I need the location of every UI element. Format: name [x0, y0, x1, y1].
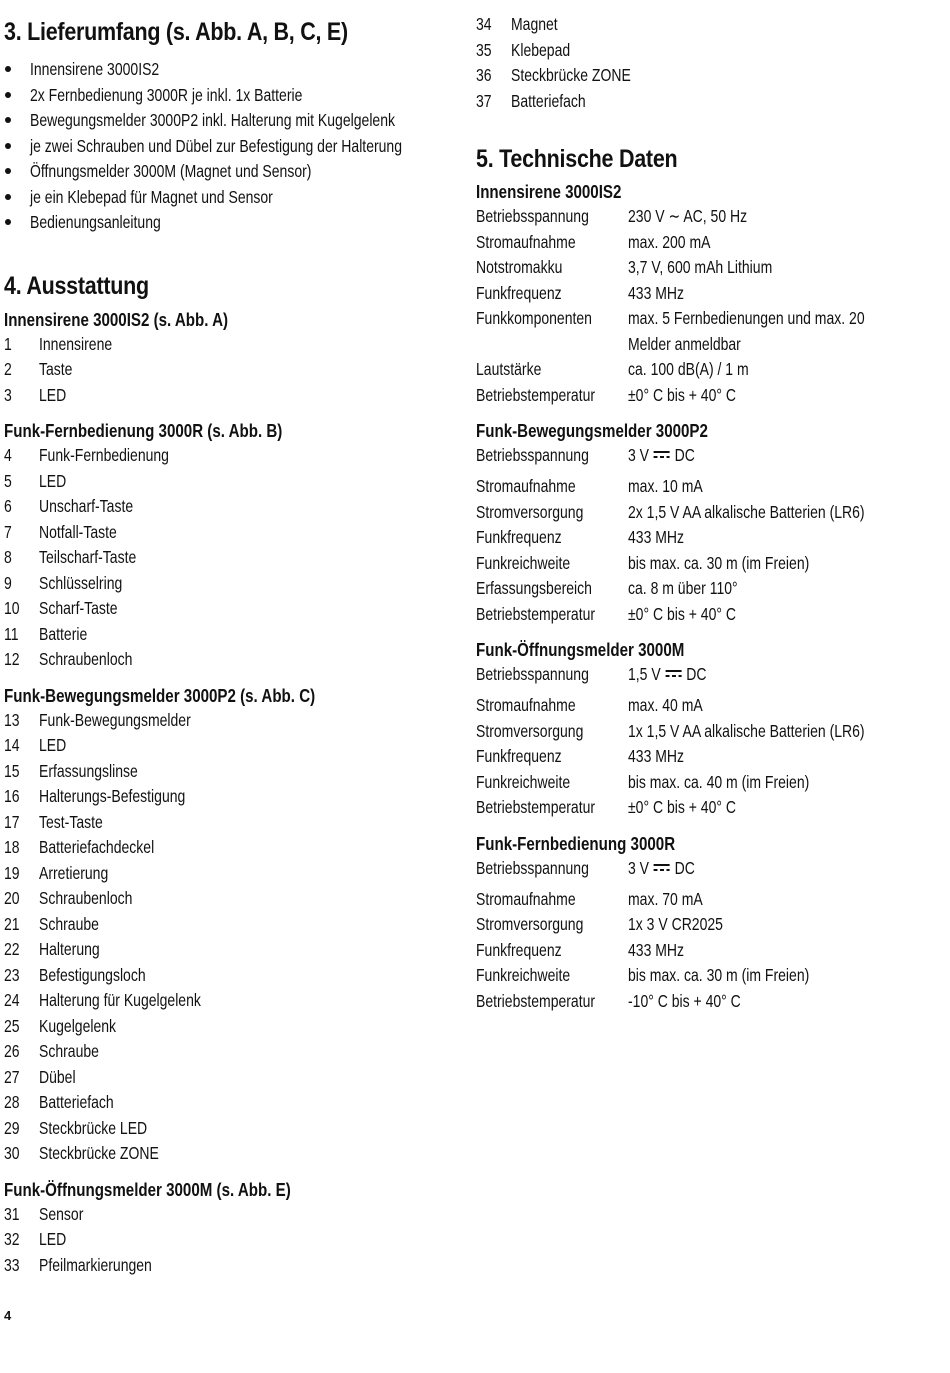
- list-item: [4, 1116, 456, 1142]
- item-label: Batteriefach: [511, 90, 586, 111]
- list-item: [4, 1227, 456, 1253]
- left-column: [4, 0, 456, 1278]
- list-item: [4, 1202, 456, 1228]
- group-heading: Funk-Fernbedienung 3000R (s. Abb. B): [4, 421, 283, 441]
- spec-value: -10° C bis + 40° C: [628, 990, 741, 1011]
- spec-row: [476, 306, 936, 357]
- spec-value: 3 V DC: [628, 857, 695, 878]
- dc-symbol-icon: [654, 450, 670, 459]
- spec-value: 2x 1,5 V AA alkalische Batterien (LR6): [628, 501, 865, 522]
- bullet-icon: [5, 92, 11, 98]
- spec-row: [476, 662, 936, 693]
- item-number: 6: [4, 496, 12, 516]
- spec-row: [476, 602, 936, 628]
- section-4-title: 4. Ausstattung: [4, 271, 149, 300]
- item-number: 16: [4, 786, 20, 806]
- item-number: 25: [4, 1015, 20, 1036]
- spec-row: [476, 525, 936, 551]
- spec-value: max. 200 mA: [628, 231, 711, 252]
- list-item: [4, 443, 456, 469]
- spec-value: 1x 1,5 V AA alkalische Batterien (LR6): [628, 720, 865, 741]
- spec-row: [476, 963, 936, 989]
- item-label: Innensirene: [39, 333, 113, 354]
- item-number: 7: [4, 521, 12, 542]
- bullet-icon: [5, 143, 11, 149]
- item-label: Schraubenloch: [39, 649, 133, 669]
- item-number: 27: [4, 1066, 20, 1087]
- list-item: [4, 622, 456, 648]
- group-heading: Innensirene 3000IS2: [476, 182, 622, 202]
- spec-row: [476, 744, 936, 770]
- list-item: [4, 759, 456, 785]
- spec-row: [476, 912, 936, 938]
- spec-key: Betriebsspannung: [476, 664, 589, 684]
- list-item: [4, 1141, 456, 1167]
- item-label: Schraube: [39, 1041, 99, 1061]
- spec-key: Betriebstemperatur: [476, 797, 596, 817]
- spec-value: bis max. ca. 40 m (im Freien): [628, 771, 810, 792]
- spec-value: ±0° C bis + 40° C: [628, 384, 736, 405]
- bullet-icon: [5, 117, 11, 123]
- list-item: [4, 963, 456, 989]
- item-label: Halterungs-Befestigung: [39, 786, 186, 806]
- item-number: 30: [4, 1143, 20, 1163]
- item-label: LED: [39, 1229, 67, 1249]
- list-item: [4, 835, 456, 861]
- item-number: 9: [4, 572, 12, 593]
- item-number: 1: [4, 333, 12, 354]
- item-label: Teilscharf-Taste: [39, 547, 137, 567]
- item-number: 23: [4, 964, 20, 985]
- list-item: [4, 520, 456, 546]
- item-label: Steckbrücke ZONE: [511, 65, 631, 85]
- item-number: 32: [4, 1229, 20, 1249]
- item-label: LED: [39, 735, 67, 755]
- item-label: Arretierung: [39, 862, 109, 883]
- list-item: [4, 1065, 456, 1091]
- item-label: Pfeilmarkierungen: [39, 1254, 152, 1275]
- group-heading: Funk-Bewegungsmelder 3000P2 (s. Abb. C): [4, 685, 316, 706]
- spec-value: ca. 8 m über 110°: [628, 578, 738, 598]
- item-number: 28: [4, 1092, 20, 1112]
- group-heading: Funk-Bewegungsmelder 3000P2: [476, 421, 708, 441]
- item-number: 11: [4, 623, 19, 644]
- group-heading: Funk-Öffnungsmelder 3000M (s. Abb. E): [4, 1179, 291, 1200]
- spec-key: Stromversorgung: [476, 914, 584, 934]
- spec-key: Funkfrequenz: [476, 746, 562, 766]
- spec-value: max. 40 mA: [628, 695, 703, 715]
- list-item: [4, 1014, 456, 1040]
- item-label: Erfassungslinse: [39, 760, 138, 781]
- item-number: 33: [4, 1254, 20, 1275]
- spec-value: bis max. ca. 30 m (im Freien): [628, 552, 810, 573]
- spec-key: Funkreichweite: [476, 771, 571, 792]
- list-item: [4, 708, 456, 734]
- list-item: [4, 571, 456, 597]
- item-number: 4: [4, 445, 12, 465]
- item-number: 37: [476, 90, 492, 111]
- spec-row: [476, 500, 936, 526]
- group-heading: Funk-Öffnungsmelder 3000M: [476, 640, 685, 660]
- item-label: Sensor: [39, 1203, 84, 1224]
- item-number: 14: [4, 735, 20, 755]
- item-number: 20: [4, 888, 20, 908]
- spec-key: Betriebsspannung: [476, 206, 589, 226]
- list-item: [4, 988, 456, 1014]
- spec-value: 433 MHz: [628, 527, 685, 547]
- bullet-icon: [5, 66, 11, 72]
- spec-key: Betriebsspannung: [476, 857, 589, 878]
- spec-key: Funkreichweite: [476, 552, 571, 573]
- item-label: Unscharf-Taste: [39, 496, 134, 516]
- spec-row: [476, 551, 936, 577]
- list-item: [4, 1039, 456, 1065]
- spec-value: 433 MHz: [628, 282, 685, 303]
- item-number: 3: [4, 384, 12, 405]
- right-column: [476, 0, 936, 1014]
- list-item: 2x Fernbedienung 3000R je inkl. 1x Batterie: [4, 83, 456, 109]
- spec-value: 3,7 V, 600 mAh Lithium: [628, 257, 773, 277]
- item-label: Test-Taste: [39, 811, 103, 832]
- list-item: [4, 545, 456, 571]
- item-number: 35: [476, 39, 492, 60]
- spec-key: Stromaufnahme: [476, 231, 576, 252]
- item-label: LED: [39, 384, 67, 405]
- delivery-list: [4, 57, 456, 236]
- list-item: [476, 12, 936, 38]
- list-item: Bewegungsmelder 3000P2 inkl. Halterung mit Kugelgelenk: [4, 108, 456, 134]
- spec-row: [476, 255, 936, 281]
- spec-row: [476, 204, 936, 230]
- item-label: Magnet: [511, 14, 558, 34]
- spec-key: Betriebstemperatur: [476, 603, 596, 624]
- list-item: [4, 1090, 456, 1116]
- list-item: [4, 1253, 456, 1279]
- item-label: Batteriefachdeckel: [39, 837, 155, 857]
- item-number: 34: [476, 14, 492, 34]
- spec-value: ±0° C bis + 40° C: [628, 797, 736, 817]
- item-label: Scharf-Taste: [39, 598, 118, 618]
- item-number: 19: [4, 862, 20, 883]
- spec-value: 1x 3 V CR2025: [628, 914, 723, 934]
- spec-value: 230 V ∼ AC, 50 Hz: [628, 206, 748, 226]
- list-item: Bedienungsanleitung: [4, 210, 456, 236]
- spec-row: [476, 989, 936, 1015]
- list-item: [4, 469, 456, 495]
- spec-key: Betriebstemperatur: [476, 384, 596, 405]
- bullet-icon: [5, 219, 11, 225]
- dc-symbol-icon: [654, 863, 670, 872]
- item-number: 21: [4, 913, 20, 934]
- bullet-icon: [5, 194, 11, 200]
- item-label: Halterung für Kugelgelenk: [39, 990, 201, 1010]
- spec-row: [476, 230, 936, 256]
- spec-key: Funkfrequenz: [476, 527, 562, 547]
- spec-row: [476, 474, 936, 500]
- item-number: 5: [4, 470, 12, 491]
- item-number: 10: [4, 598, 20, 618]
- item-label: Taste: [39, 359, 73, 379]
- item-number: 13: [4, 709, 20, 730]
- list-item: [4, 596, 456, 622]
- list-item: [4, 357, 456, 383]
- list-item: [4, 647, 456, 673]
- item-number: 17: [4, 811, 20, 832]
- item-number: 12: [4, 649, 20, 669]
- spec-key: Lautstärke: [476, 359, 542, 379]
- spec-value: 433 MHz: [628, 746, 685, 766]
- list-item: [4, 383, 456, 409]
- section-3-title: 3. Lieferumfang (s. Abb. A, B, C, E): [4, 18, 348, 46]
- list-item: Öffnungsmelder 3000M (Magnet und Sensor): [4, 159, 456, 185]
- spec-row: [476, 856, 936, 887]
- spec-row: [476, 795, 936, 821]
- spec-value: 433 MHz: [628, 939, 685, 960]
- item-number: 36: [476, 65, 492, 85]
- list-item: je zwei Schrauben und Dübel zur Befestigung der Halterung: [4, 134, 456, 160]
- item-label: LED: [39, 470, 67, 491]
- list-item: [4, 912, 456, 938]
- list-item: [4, 861, 456, 887]
- spec-key: Erfassungsbereich: [476, 578, 592, 598]
- dc-symbol-icon: [666, 669, 682, 678]
- spec-key: Stromaufnahme: [476, 888, 576, 909]
- item-number: 15: [4, 760, 20, 781]
- page-number: 4: [4, 1308, 12, 1323]
- item-label: Batterie: [39, 623, 88, 644]
- list-item: [476, 63, 936, 89]
- list-item: [4, 733, 456, 759]
- spec-value: ±0° C bis + 40° C: [628, 603, 736, 624]
- list-item: [4, 937, 456, 963]
- bullet-icon: [5, 168, 11, 174]
- spec-row: [476, 281, 936, 307]
- spec-row: [476, 693, 936, 719]
- item-number: 24: [4, 990, 20, 1010]
- item-number: 18: [4, 837, 20, 857]
- item-label: Funk-Bewegungsmelder: [39, 709, 191, 730]
- list-item: [4, 784, 456, 810]
- spec-key: Notstromakku: [476, 257, 563, 277]
- spec-key: Betriebsspannung: [476, 445, 589, 465]
- list-item: [4, 810, 456, 836]
- spec-value: 1,5 V DC: [628, 664, 707, 684]
- item-label: Notfall-Taste: [39, 521, 117, 542]
- spec-value: max. 5 Fernbedienungen und max. 20 Melder anmeldbar: [628, 308, 865, 354]
- list-item: Innensirene 3000IS2: [4, 57, 456, 83]
- item-label: Klebepad: [511, 39, 571, 60]
- item-number: 26: [4, 1041, 20, 1061]
- spec-row: [476, 357, 936, 383]
- item-label: Schlüsselring: [39, 572, 123, 593]
- spec-value: max. 10 mA: [628, 476, 703, 496]
- equipment-groups: [4, 308, 456, 1279]
- item-number: 29: [4, 1117, 20, 1138]
- spec-value: bis max. ca. 30 m (im Freien): [628, 965, 810, 985]
- spec-key: Stromaufnahme: [476, 476, 576, 496]
- item-label: Batteriefach: [39, 1092, 114, 1112]
- item-number: 8: [4, 547, 12, 567]
- list-item: je ein Klebepad für Magnet und Sensor: [4, 185, 456, 211]
- spec-key: Stromaufnahme: [476, 695, 576, 715]
- list-item: [4, 886, 456, 912]
- list-item: [4, 332, 456, 358]
- spec-row: [476, 887, 936, 913]
- item-label: Funk-Fernbedienung: [39, 445, 169, 465]
- list-item: [476, 89, 936, 115]
- item-number: 31: [4, 1203, 20, 1224]
- equipment-list-continued: [476, 12, 936, 114]
- spec-row: [476, 719, 936, 745]
- spec-value: ca. 100 dB(A) / 1 m: [628, 359, 749, 379]
- spec-row: [476, 576, 936, 602]
- group-heading: Innensirene 3000IS2 (s. Abb. A): [4, 309, 229, 330]
- spec-key: Funkfrequenz: [476, 939, 562, 960]
- item-label: Schraubenloch: [39, 888, 133, 908]
- list-item: [476, 38, 936, 64]
- spec-key: Funkkomponenten: [476, 308, 592, 328]
- spec-row: [476, 443, 936, 474]
- spec-key: Funkfrequenz: [476, 282, 562, 303]
- spec-key: Stromversorgung: [476, 720, 584, 741]
- item-label: Befestigungsloch: [39, 964, 146, 985]
- spec-key: Stromversorgung: [476, 501, 584, 522]
- spec-row: [476, 938, 936, 964]
- spec-key: Funkreichweite: [476, 965, 571, 985]
- item-label: Kugelgelenk: [39, 1015, 117, 1036]
- technical-data: [476, 180, 936, 1014]
- spec-row: [476, 383, 936, 409]
- item-number: 2: [4, 359, 12, 379]
- item-label: Steckbrücke LED: [39, 1117, 148, 1138]
- spec-value: 3 V DC: [628, 445, 695, 465]
- spec-value: max. 70 mA: [628, 888, 703, 909]
- item-label: Dübel: [39, 1066, 76, 1087]
- group-heading: Funk-Fernbedienung 3000R: [476, 833, 676, 854]
- item-label: Halterung: [39, 939, 100, 959]
- list-item: [4, 494, 456, 520]
- item-label: Schraube: [39, 913, 99, 934]
- spec-row: [476, 770, 936, 796]
- spec-key: Betriebstemperatur: [476, 990, 596, 1011]
- section-5-title: 5. Technische Daten: [476, 145, 678, 173]
- item-number: 22: [4, 939, 20, 959]
- item-label: Steckbrücke ZONE: [39, 1143, 159, 1163]
